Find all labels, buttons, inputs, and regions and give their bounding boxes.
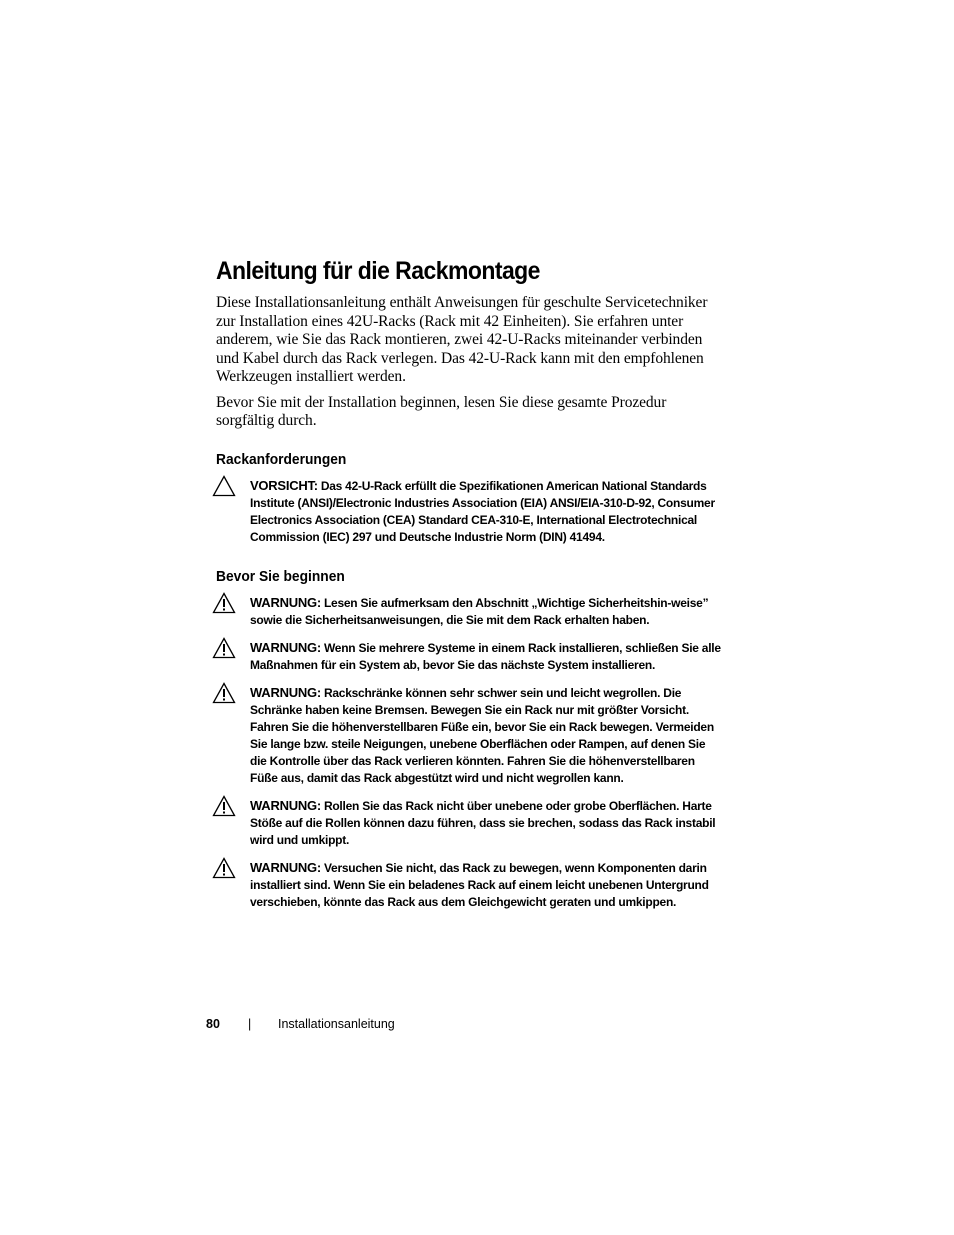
notice-text: Wenn Sie mehrere Systeme in einem Rack installieren, schließen Sie alle Maßnahmen für ein System ab, bevor Sie das nächste System installieren. [250, 640, 721, 672]
warning-icon [212, 592, 236, 614]
notice-text: Rollen Sie das Rack nicht über unebene oder grobe Oberflächen. Harte Stöße auf die Rollen können dazu führen, dass sie brechen, sodass das Rack instabil wird und umkippt. [250, 798, 716, 847]
warning-notice [216, 639, 721, 674]
notice-label: VORSICHT: [250, 477, 318, 493]
page-content [216, 256, 721, 921]
warning-icon [212, 795, 236, 817]
notice-label: WARNUNG: [250, 594, 321, 610]
notice-text: Versuchen Sie nicht, das Rack zu bewegen, wenn Komponenten darin installiert sind. Wenn Sie ein beladenes Rack auf einem leicht unebenen Untergrund verschieben, könnte das Rack aus dem Gleichgewicht geraten und umkippen. [250, 860, 709, 909]
notice-label: WARNUNG: [250, 797, 321, 813]
notice-text: Lesen Sie aufmerksam den Abschnitt „Wichtige Sicherheitshin-weise” sowie die Sicherheitsanweisungen, die Sie mit dem Rack erhalten haben. [250, 595, 709, 627]
notice-label: WARNUNG: [250, 684, 321, 700]
warning-notice [216, 859, 721, 911]
notice-label: WARNUNG: [250, 859, 321, 875]
section-heading-bevor-sie-beginnen: Bevor Sie beginnen [216, 567, 345, 585]
intro-paragraph-1: Diese Installationsanleitung enthält Anweisungen für geschulte Servicetechniker zur Installation eines 42U-Racks (Rack mit 42 Einheiten). Sie erfahren unter anderem, wie Sie das Rack montieren, zwei 42-U-Racks miteinander verbinden und Kabel durch das Rack verlegen. Das 42-U-Rack kann mit den empfohlenen Werkzeugen installiert werden. [216, 294, 708, 385]
warning-notice [216, 797, 721, 849]
notice-label: WARNUNG: [250, 639, 321, 655]
footer-separator: | [248, 1017, 252, 1031]
warning-icon [212, 857, 236, 879]
notice-text: Das 42-U-Rack erfüllt die Spezifikationen American National Standards Institute (ANSI)/Electronic Industries Association (EIA) ANSI/EIA-310-D-92, Consumer Electronics Association (CEA) Standard CEA-310-E, International Electrotechnical Commission (IEC) 297 und Deutsche Industrie Norm (DIN) 41494. [250, 478, 715, 544]
page-number: 80 [206, 1017, 220, 1031]
warning-notice [216, 594, 721, 629]
intro-paragraph-2: Bevor Sie mit der Installation beginnen, lesen Sie diese gesamte Prozedur sorgfältig durch. [216, 393, 667, 429]
caution-notice [216, 477, 721, 546]
warning-icon [212, 682, 236, 704]
section-heading-rackanforderungen: Rackanforderungen [216, 450, 347, 468]
warning-notice [216, 684, 721, 787]
warning-icon [212, 637, 236, 659]
footer-doc-title: Installationsanleitung [278, 1017, 395, 1031]
notice-text: Rackschränke können sehr schwer sein und leicht wegrollen. Die Schränke haben keine Bremsen. Bewegen Sie ein Rack nur mit größter Vorsicht. Fahren Sie die höhenverstellbaren Füße ein, bevor Sie ein Rack bewegen. Vermeiden Sie lange bzw. steile Neigungen, unebene Oberflächen oder Rampen, auf denen Sie die Kontrolle über das Rack verlieren könnten. Fahren Sie die höhenverstellbaren Füße aus, damit das Rack abgestützt wird und nicht wegrollen kann. [250, 685, 714, 785]
page-title: Anleitung für die Rackmontage [216, 257, 540, 285]
caution-icon [212, 475, 236, 497]
